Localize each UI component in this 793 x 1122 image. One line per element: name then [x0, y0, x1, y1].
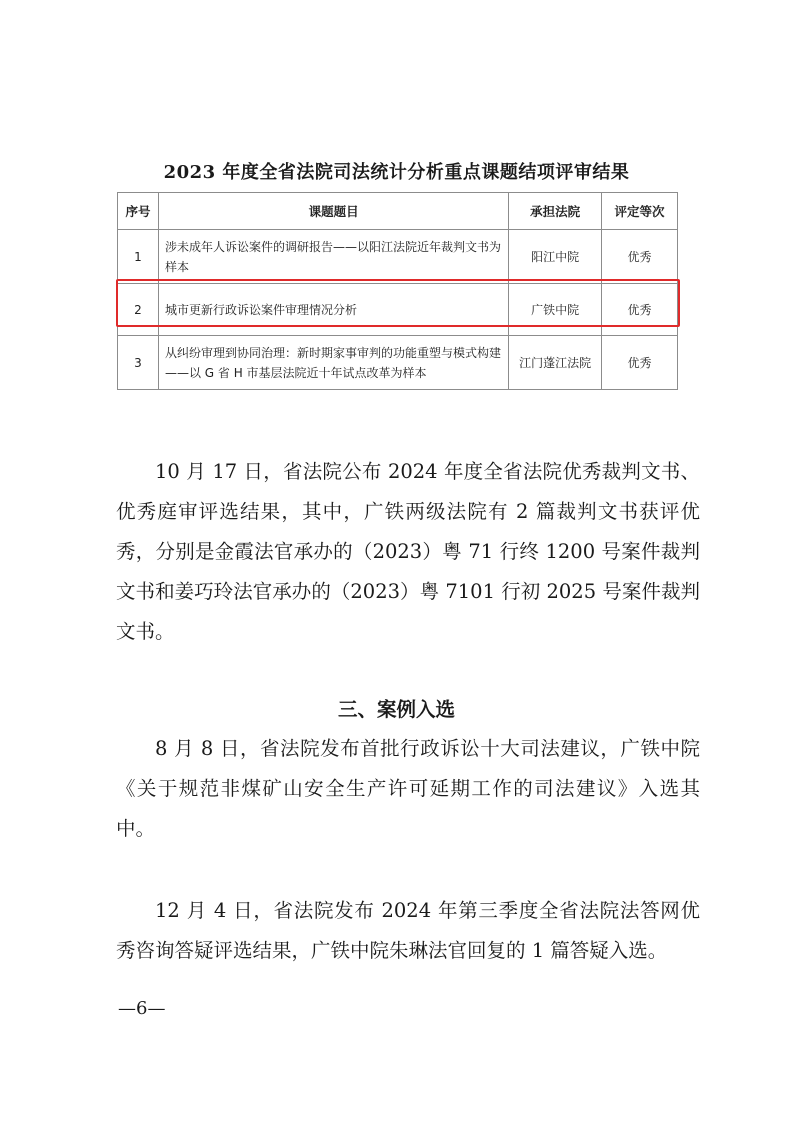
table-row	[118, 230, 678, 284]
page-number: —6—	[118, 998, 166, 1019]
header-court: 承担法院	[509, 193, 602, 230]
table-title: 2023 年度全省法院司法统计分析重点课题结项评审结果	[163, 162, 630, 183]
table-row	[118, 336, 678, 390]
row-court: 阳江中院	[509, 230, 602, 284]
row-court: 江门蓬江法院	[509, 336, 602, 390]
row-topic: 涉未成年人诉讼案件的调研报告——以阳江法院近年裁判文书为样本	[158, 230, 508, 284]
section-heading: 三、案例入选	[337, 698, 455, 721]
row-court: 广铁中院	[509, 284, 602, 336]
paragraph-text: 8 月 8 日，省法院发布首批行政诉讼十大司法建议，广铁中院《关于规范非煤矿山安全生产许可延期工作的司法建议》入选其中。	[116, 737, 700, 840]
results-table	[117, 192, 678, 390]
table-row-highlighted	[118, 284, 678, 336]
paragraph-suggestions	[116, 729, 700, 849]
row-grade: 优秀	[602, 336, 678, 390]
header-topic: 课题题目	[158, 193, 508, 230]
row-topic: 从纠纷审理到协同治理：新时期家事审判的功能重塑与模式构建——以 G 省 H 市基层法院近十年试点改革为样本	[158, 336, 508, 390]
row-grade: 优秀	[602, 284, 678, 336]
row-topic: 城市更新行政诉讼案件审理情况分析	[158, 284, 508, 336]
row-grade: 优秀	[602, 230, 678, 284]
paragraph-text: 12 月 4 日，省法院发布 2024 年第三季度全省法院法答网优秀咨询答疑评选结果，广铁中院朱琳法官回复的 1 篇答疑入选。	[116, 899, 700, 962]
row-no: 2	[118, 284, 159, 336]
paragraph-qa	[116, 891, 700, 971]
header-no: 序号	[118, 193, 159, 230]
table-header-row	[118, 193, 678, 230]
paragraph-text: 10 月 17 日，省法院公布 2024 年度全省法院优秀裁判文书、优秀庭审评选结果，其中，广铁两级法院有 2 篇裁判文书获评优秀，分别是金霞法官承办的（2023）粤 71 行终 1200 号案件裁判文书和姜巧玲法官承办的（2023）粤 7101 行初 2025 号案件裁判文书。	[116, 460, 700, 643]
header-grade: 评定等次	[602, 193, 678, 230]
row-no: 3	[118, 336, 159, 390]
row-no: 1	[118, 230, 159, 284]
paragraph-judgments	[116, 452, 700, 652]
